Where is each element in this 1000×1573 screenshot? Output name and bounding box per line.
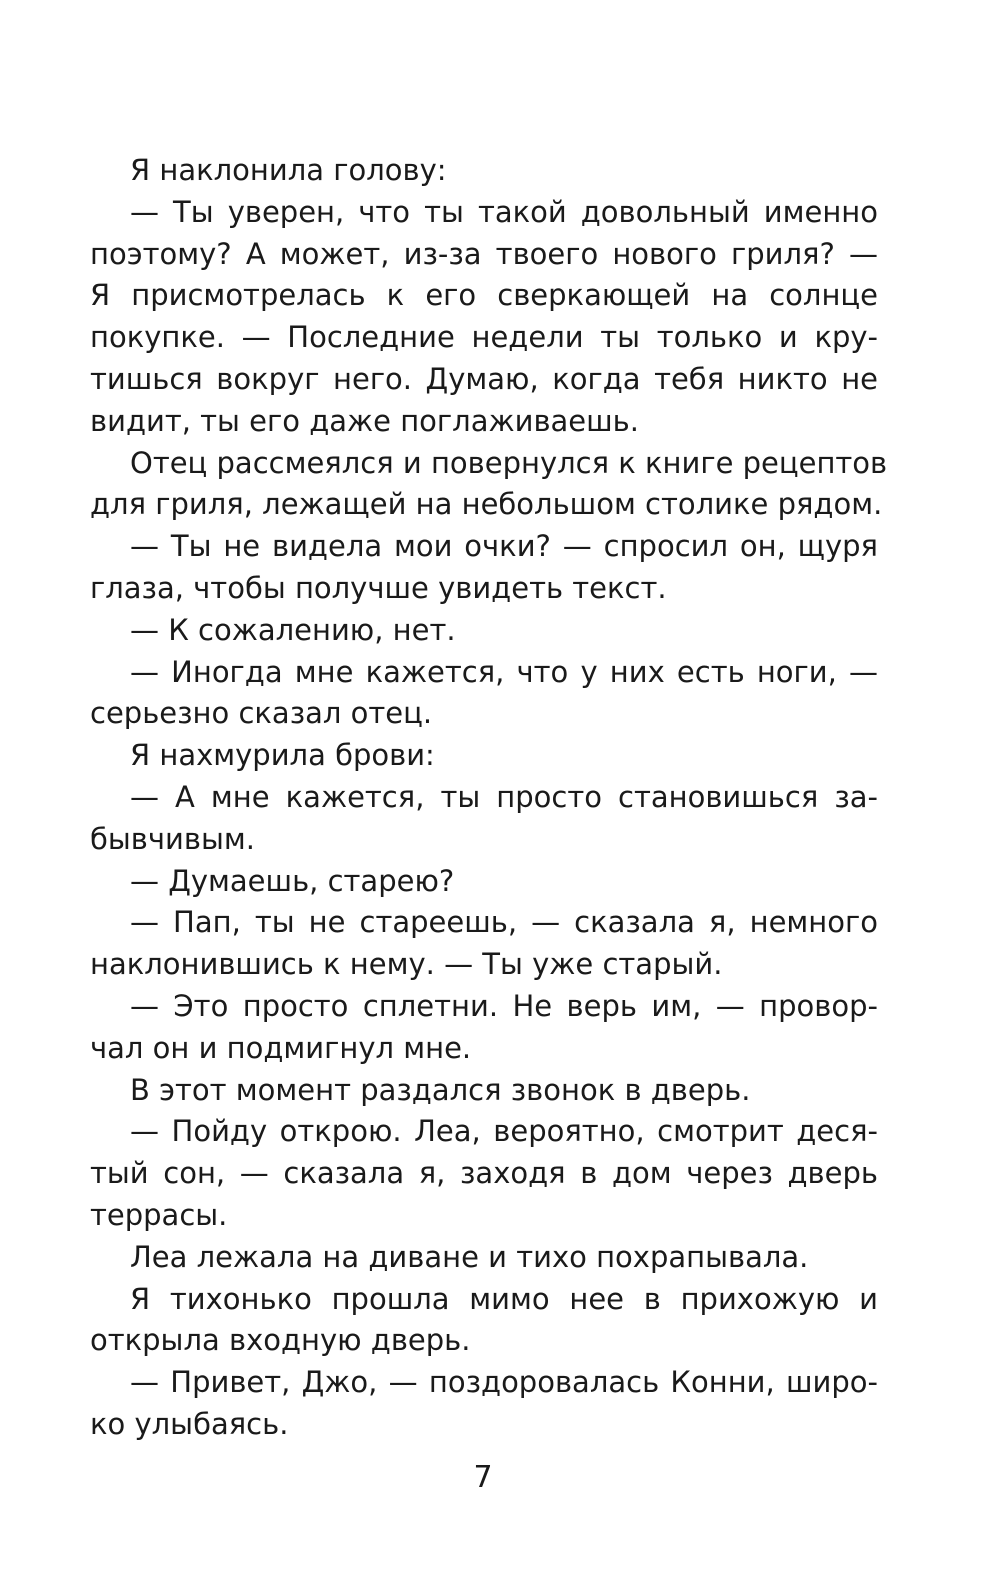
text-line: В этот момент раздался звонок в дверь.	[130, 1072, 751, 1107]
text-line: — Это просто сплетни. Не верь им, — провор-	[130, 988, 878, 1023]
text-line: открыла входную дверь.	[90, 1323, 471, 1358]
text-line: — А мне кажется, ты просто становишься за-	[130, 779, 878, 814]
text-line: видит, ты его даже поглаживаешь.	[90, 403, 639, 438]
text-line: тишься вокруг него. Думаю, когда тебя никто не	[90, 361, 878, 396]
text-line: бывчивым.	[90, 821, 255, 856]
text-line: — Привет, Джо, — поздоровалась Конни, широ-	[130, 1365, 878, 1400]
text-line: наклонившись к нему. — Ты уже старый.	[90, 947, 723, 982]
text-line: поэтому? А может, из-за твоего нового гриля? —	[90, 236, 878, 271]
text-line: — Ты не видела мои очки? — спросил он, щуря	[130, 529, 878, 564]
text-line: — Пойду открою. Леа, вероятно, смотрит деся-	[130, 1114, 878, 1149]
page-number: 7	[473, 1460, 493, 1495]
text-line: — Пап, ты не стареешь, — сказала я, немного	[130, 905, 878, 940]
text-line: ко улыбаясь.	[90, 1406, 289, 1441]
text-line: террасы.	[90, 1197, 228, 1232]
text-line: Я присмотрелась к его сверкающей на солнце	[90, 278, 878, 313]
text-line: — Иногда мне кажется, что у них есть ноги, —	[130, 654, 878, 689]
text-line: Я наклонила голову:	[130, 153, 447, 187]
text-line: — Думаешь, старею?	[130, 863, 455, 898]
text-line: Отец рассмеялся и повернулся к книге рецептов	[130, 445, 888, 480]
text-line: тый сон, — сказала я, заходя в дом через дверь	[90, 1156, 878, 1191]
text-line: серьезно сказал отец.	[90, 696, 433, 731]
text-line: чал он и подмигнул мне.	[90, 1030, 472, 1065]
text-line: — Ты уверен, что ты такой довольный именно	[130, 194, 878, 229]
text-line: Леа лежала на диване и тихо похрапывала.	[130, 1239, 809, 1274]
text-line: — К сожалению, нет.	[130, 612, 456, 647]
text-line: Я нахмурила брови:	[130, 738, 435, 773]
text-line: глаза, чтобы получше увидеть текст.	[90, 570, 667, 605]
body-text	[90, 150, 888, 1446]
text-line: для гриля, лежащей на небольшом столике рядом.	[90, 487, 883, 522]
text-line: Я тихонько прошла мимо нее в прихожую и	[130, 1281, 878, 1316]
text-line: покупке. — Последние недели ты только и кру-	[90, 320, 878, 355]
